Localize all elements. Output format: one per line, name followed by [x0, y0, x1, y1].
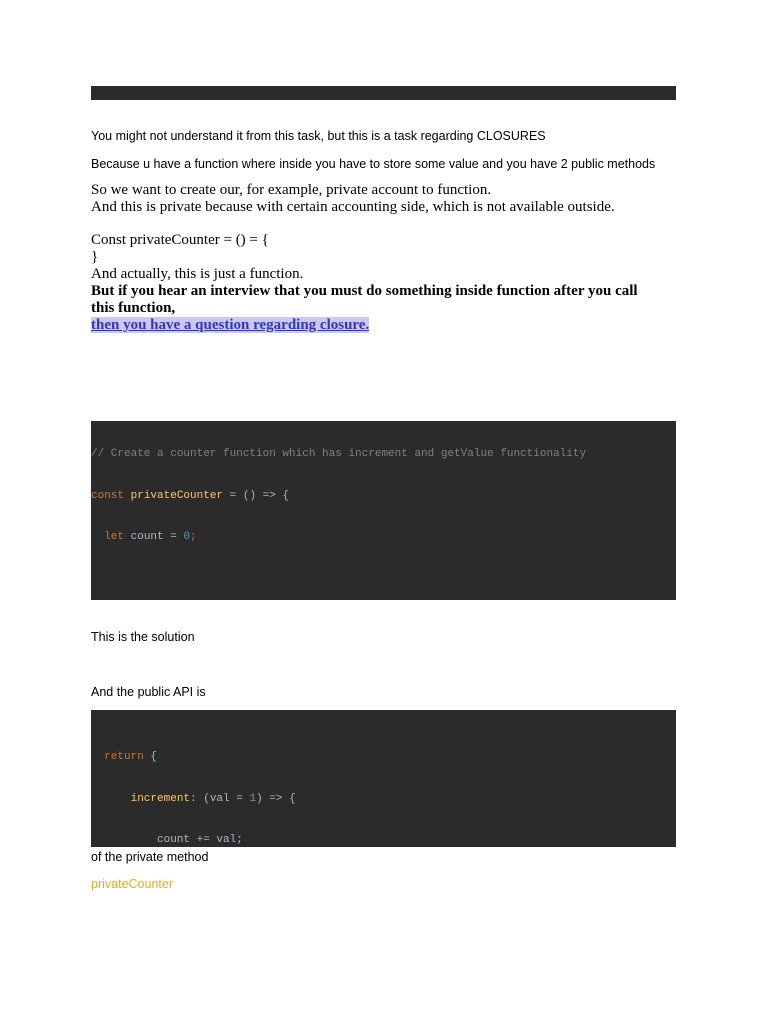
- serif-line-2: And this is private because with certain accounting side, which is not available outside.: [91, 199, 615, 215]
- serif-line-3: Const privateCounter = () = {: [91, 232, 269, 248]
- serif-paragraph: [91, 182, 691, 334]
- bold-line-2: this function,: [91, 300, 176, 316]
- code-function-name: privateCounter: [130, 489, 224, 502]
- code-text: count += val;: [157, 833, 243, 846]
- bold-line-1: But if you hear an interview that you must do something inside function after you call: [91, 283, 638, 299]
- code-number: 0: [183, 530, 191, 543]
- code-keyword: const: [91, 489, 125, 502]
- code-block-public-api: [91, 710, 676, 847]
- code-comment: // Create a counter function which has increment and getValue functionality: [91, 448, 587, 461]
- solution-text: This is the solution: [91, 630, 195, 644]
- code-text: ) => {: [256, 792, 296, 805]
- intro-line-2: Because u have a function where inside you have to store some value and you have 2 public methods: [91, 157, 656, 171]
- serif-line-1: So we want to create our, for example, private account to function.: [91, 182, 492, 198]
- code-strip-top: [91, 86, 676, 100]
- code-function-name: increment: [130, 792, 191, 805]
- code-keyword: let: [104, 530, 125, 543]
- serif-line-5: And actually, this is just a function.: [91, 266, 304, 282]
- code-keyword: return: [104, 751, 144, 764]
- closure-link[interactable]: then you have a question regarding closure.: [91, 317, 370, 333]
- private-counter-text: privateCounter: [91, 877, 173, 891]
- code-text: {: [143, 751, 158, 764]
- intro-line-1: You might not understand it from this task, but this is a task regarding CLOSURES: [91, 129, 546, 143]
- code-punct: ;: [190, 530, 197, 543]
- private-method-text: of the private method: [91, 850, 209, 864]
- public-api-text: And the public API is: [91, 685, 206, 699]
- serif-line-4: }: [91, 249, 99, 265]
- code-number: 1: [249, 792, 257, 805]
- code-text: = () => {: [223, 489, 290, 502]
- code-text: : (val =: [190, 792, 250, 805]
- code-block-solution: [91, 421, 676, 600]
- code-text: count =: [124, 530, 184, 543]
